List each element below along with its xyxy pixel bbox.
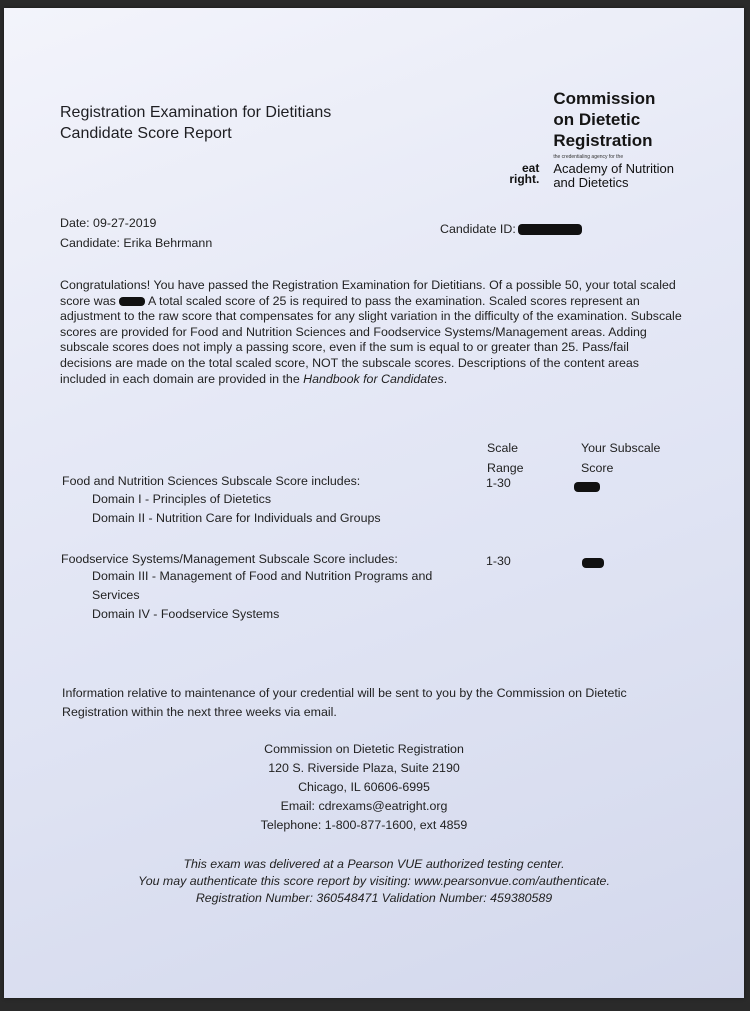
redaction-mark	[582, 558, 604, 568]
intro-text-b: A total scaled score of 25 is required to pass the examination. Scaled scores represent an adjustment to the raw score that compensates for any slight variation in the difficulty of the examination. Subscale scores are provided for Food and Nutrition Sciences and Foodservice Systems/Management areas. Adding subscale scores does not imply a passing score, even if the sum is equal to or greater than 25. Pass/fail decisions are made on the total scaled score, NOT the subscale scores. Descriptions of the content areas included in each domain are provided in the	[60, 293, 682, 386]
address-org: Commission on Dietetic Registration	[264, 742, 464, 756]
meta-block	[60, 213, 212, 253]
candidate-id-label: Candidate ID:	[440, 222, 516, 236]
report-date: Date: 09-27-2019	[60, 216, 157, 230]
scale-range-value: 1-30	[486, 554, 511, 568]
footer-line-1: This exam was delivered at a Pearson VUE authorized testing center.	[183, 857, 565, 871]
eatright-eat: eat	[521, 161, 540, 175]
subscale-title-food-nutrition: Food and Nutrition Sciences Subscale Score includes:	[62, 474, 361, 488]
domain-item: Services	[92, 588, 140, 602]
candidate-id	[440, 222, 582, 238]
scale-range-header-1: Scale	[487, 441, 518, 455]
redaction-mark	[119, 297, 145, 306]
logo-tagline: the credentialing agency for the	[553, 154, 624, 160]
eatright-right: right.	[509, 172, 540, 186]
logo-on-dietetic: on Dietetic	[553, 110, 641, 129]
footer-line-3: Registration Number: 360548471 Validation Number: 459380589	[195, 891, 553, 905]
address-city: Chicago, IL 60606-6995	[298, 780, 430, 794]
scale-range-header-2: Range	[487, 461, 524, 475]
redaction-mark	[518, 224, 582, 235]
logo-registration: Registration	[553, 131, 653, 150]
academy-line-1: Academy of Nutrition	[553, 161, 674, 176]
intro-end: .	[443, 371, 448, 386]
subscale-score-header-2: Score	[581, 461, 614, 475]
domain-list	[92, 490, 381, 528]
domain-item: Domain IV - Foodservice Systems	[92, 607, 280, 621]
pearson-footer	[44, 856, 704, 907]
scale-range-header	[487, 438, 524, 478]
report-title-line-1: Registration Examination for Dietitians	[60, 104, 332, 121]
report-title-line-2: Candidate Score Report	[60, 125, 232, 142]
address-email: Email: cdrexams@eatright.org	[280, 799, 448, 813]
intro-text-a: Congratulations! You have passed the Registration Examination for Dietitians. Of a possible 50, your total scaled score was	[60, 278, 676, 308]
subscale-score-header	[581, 438, 660, 478]
footer-line-2: You may authenticate this score report by visiting: www.pearsonvue.com/authenticate.	[138, 874, 610, 888]
score-report-page	[4, 8, 744, 998]
address-phone: Telephone: 1-800-877-1600, ext 4859	[260, 818, 468, 832]
cdr-logo	[509, 88, 674, 190]
academy-line-2: and Dietetics	[553, 175, 629, 190]
contact-address	[204, 740, 524, 835]
logo-commission: Commission	[553, 89, 656, 108]
redaction-mark	[574, 482, 600, 492]
eatright-logo	[509, 163, 539, 185]
scale-range-value: 1-30	[486, 476, 511, 490]
intro-paragraph	[60, 278, 682, 387]
candidate-name: Candidate: Erika Behrmann	[60, 236, 213, 250]
subscale-score-header-1: Your Subscale	[581, 441, 661, 455]
subscale-title-foodservice: Foodservice Systems/Management Subscale Score includes:	[61, 552, 398, 566]
domain-list	[92, 567, 432, 624]
domain-item: Domain III - Management of Food and Nutrition Programs and	[92, 569, 433, 583]
domain-item: Domain II - Nutrition Care for Individuals and Groups	[92, 511, 381, 525]
credential-info: Information relative to maintenance of your credential will be sent to you by the Commission on Dietetic Registration within the next three weeks via email.	[62, 686, 627, 719]
report-title	[60, 102, 331, 144]
handbook-title: Handbook for Candidates	[303, 371, 444, 386]
domain-item: Domain I - Principles of Dietetics	[92, 492, 272, 506]
address-street: 120 S. Riverside Plaza, Suite 2190	[268, 761, 460, 775]
